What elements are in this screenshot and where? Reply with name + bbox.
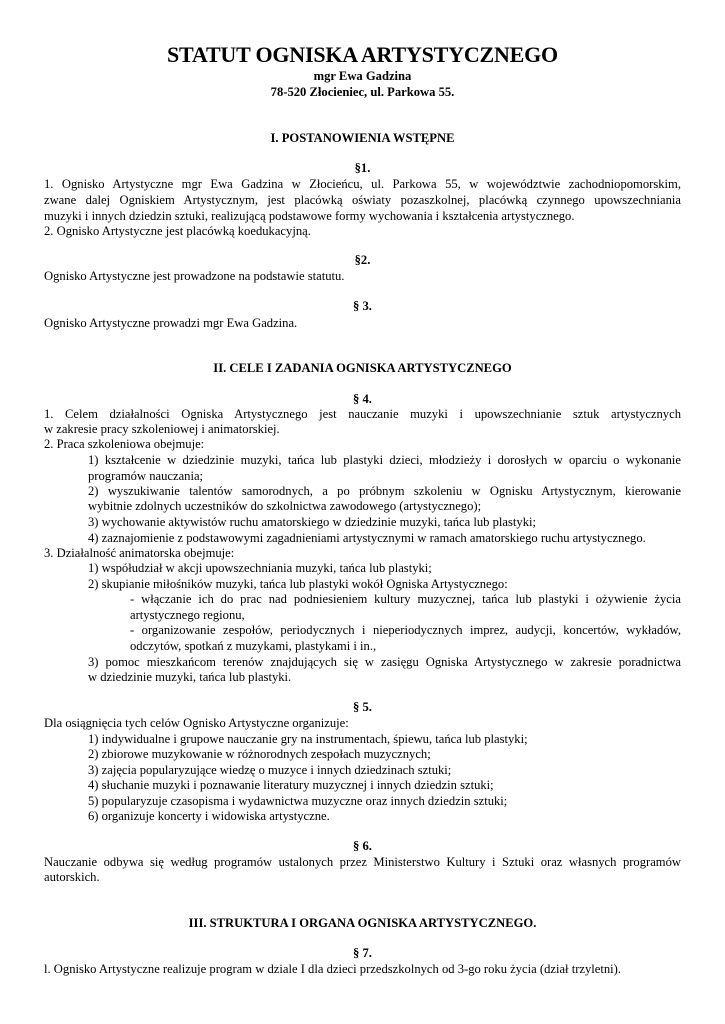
p4-item-4: 4) zaznajomienie z podstawowymi zagadnieniami artystycznymi w ramach amatorskiego ruchu artystycznego.	[88, 531, 646, 545]
document-title: STATUT OGNISKA ARTYSTYCZNEGO	[167, 42, 558, 67]
p7-line-1: l. Ognisko Artystyczne realizuje program w dziale I dla dzieci przedszkolnych od 3-go roku życia (dział trzyletni).	[44, 962, 621, 976]
address: 78-520 Złocieniec, ul. Parkowa 55.	[270, 85, 455, 99]
p5-intro: Dla osiągnięcia tych celów Ognisko Artystyczne organizuje:	[44, 716, 349, 730]
paragraph-mark-5: § 5.	[353, 700, 372, 714]
p5-item-4: 4) słuchanie muzyki i poznawanie literatury muzycznej i innych dziedzin sztuki;	[88, 778, 494, 792]
section-heading-1: I. POSTANOWIENIA WSTĘPNE	[270, 131, 455, 145]
paragraph-mark-2: §2.	[354, 253, 371, 267]
paragraph-1-line-3: muzyki i innych dziedzin sztuki, realizującą podstawowe formy wychowania i kształcenia artystycznego.	[44, 209, 575, 223]
paragraph-3-text: Ognisko Artystyczne prowadzi mgr Ewa Gadzina.	[44, 316, 298, 330]
p5-item-6: 6) organizuje koncerty i widowiska artystyczne.	[88, 809, 330, 823]
p5-item-1: 1) indywidualne i grupowe nauczanie gry na instrumentach, śpiewu, tańca lub plastyki;	[88, 732, 528, 746]
section-heading-2: II. CELE I ZADANIA OGNISKA ARTYSTYCZNEGO	[213, 361, 512, 375]
paragraph-2-text: Ognisko Artystyczne jest prowadzone na podstawie statutu.	[44, 269, 345, 283]
p4-dash-2a: - organizowanie zespołów, periodycznych i nieperiodycznych imprez, audycji, koncertów, wykładów,	[130, 623, 681, 637]
owner-name: mgr Ewa Gadzina	[313, 69, 412, 83]
p4-dash-2b: odczytów, spotkań z muzykami, plastykami i in.,	[130, 639, 377, 653]
p4-anim-2: 2) skupianie miłośników muzyki, tańca lub plastyki wokół Ogniska Artystycznego:	[88, 577, 508, 591]
p4-item-1b: programów nauczania;	[88, 469, 204, 483]
p4-dash-1b: artystycznego regionu,	[130, 608, 245, 622]
p5-item-2: 2) zbiorowe muzykowanie w różnorodnych zespołach muzycznych;	[88, 747, 431, 761]
p4-item-1a: 1) kształcenie w dziedzinie muzyki, tańca lub plastyki dzieci, młodzieży i dorosłych w oparciu o wykonanie	[88, 453, 681, 467]
paragraph-mark-1: §1.	[354, 161, 371, 175]
p4-line-1: 1. Celem działalności Ogniska Artystycznego jest nauczanie muzyki i upowszechnianie sztuk artystycznych	[44, 407, 681, 421]
p4-anim-3b: w dziedzinie muzyki, tańca lub plastyki.	[88, 670, 292, 684]
paragraph-mark-3: § 3.	[353, 299, 372, 313]
p6-line-1: Nauczanie odbywa się według programów ustalonych przez Ministerstwo Kultury i Sztuki oraz własnych programów	[44, 855, 681, 869]
p4-line-3: 2. Praca szkoleniowa obejmuje:	[44, 437, 205, 451]
p4-item-2a: 2) wyszukiwanie talentów samorodnych, a po próbnym szkoleniu w Ognisku Artystycznym, kierowanie	[88, 484, 681, 498]
p5-item-5: 5) popularyzuje czasopisma i wydawnictwa muzyczne oraz innych dziedzin sztuki;	[88, 794, 508, 808]
p5-item-3: 3) zajęcia popularyzujące wiedzę o muzyce i innych dziedzinach sztuki;	[88, 763, 452, 777]
paragraph-1-line-4: 2. Ognisko Artystyczne jest placówką koedukacyjną.	[44, 224, 311, 238]
paragraph-mark-6: § 6.	[353, 839, 372, 853]
p4-item-2b: wybitnie zdolnych uczestników do szkolnictwa zawodowego (artystycznego);	[88, 499, 482, 513]
p4-line-2: w zakresie pracy szkoleniowej i animatorskiej.	[44, 422, 280, 436]
p4-line-4: 3. Działalność animatorska obejmuje:	[44, 546, 235, 560]
section-heading-3: III. STRUKTURA I ORGANA OGNISKA ARTYSTYCZNEGO.	[188, 916, 537, 930]
p4-item-3: 3) wychowanie aktywistów ruchu amatorskiego w dziedzinie muzyki, tańca lub plastyki;	[88, 515, 537, 529]
p4-dash-1a: - włączanie ich do prac nad podniesieniem kultury muzycznej, tańca lub plastyki i ożywienie życia	[130, 592, 681, 606]
p6-line-2: autorskich.	[44, 870, 100, 884]
paragraph-mark-7: § 7.	[353, 946, 372, 960]
paragraph-mark-4: § 4.	[353, 392, 372, 406]
p4-anim-3a: 3) pomoc mieszkańcom terenów znajdujących się w zasięgu Ogniska Artystycznego w zakresie poradnictwa	[88, 655, 681, 669]
paragraph-1-line-2: zwane dalej Ogniskiem Artystycznym, jest placówką oświaty pozaszkolnej, placówką czynnego upowszechniania	[44, 193, 681, 207]
p4-anim-1: 1) współudział w akcji upowszechniania muzyki, tańca lub plastyki;	[88, 561, 432, 575]
paragraph-1-line-1: 1. Ognisko Artystyczne mgr Ewa Gadzina w Złocieńcu, ul. Parkowa 55, w województwie zachodniopomorskim,	[44, 177, 681, 191]
